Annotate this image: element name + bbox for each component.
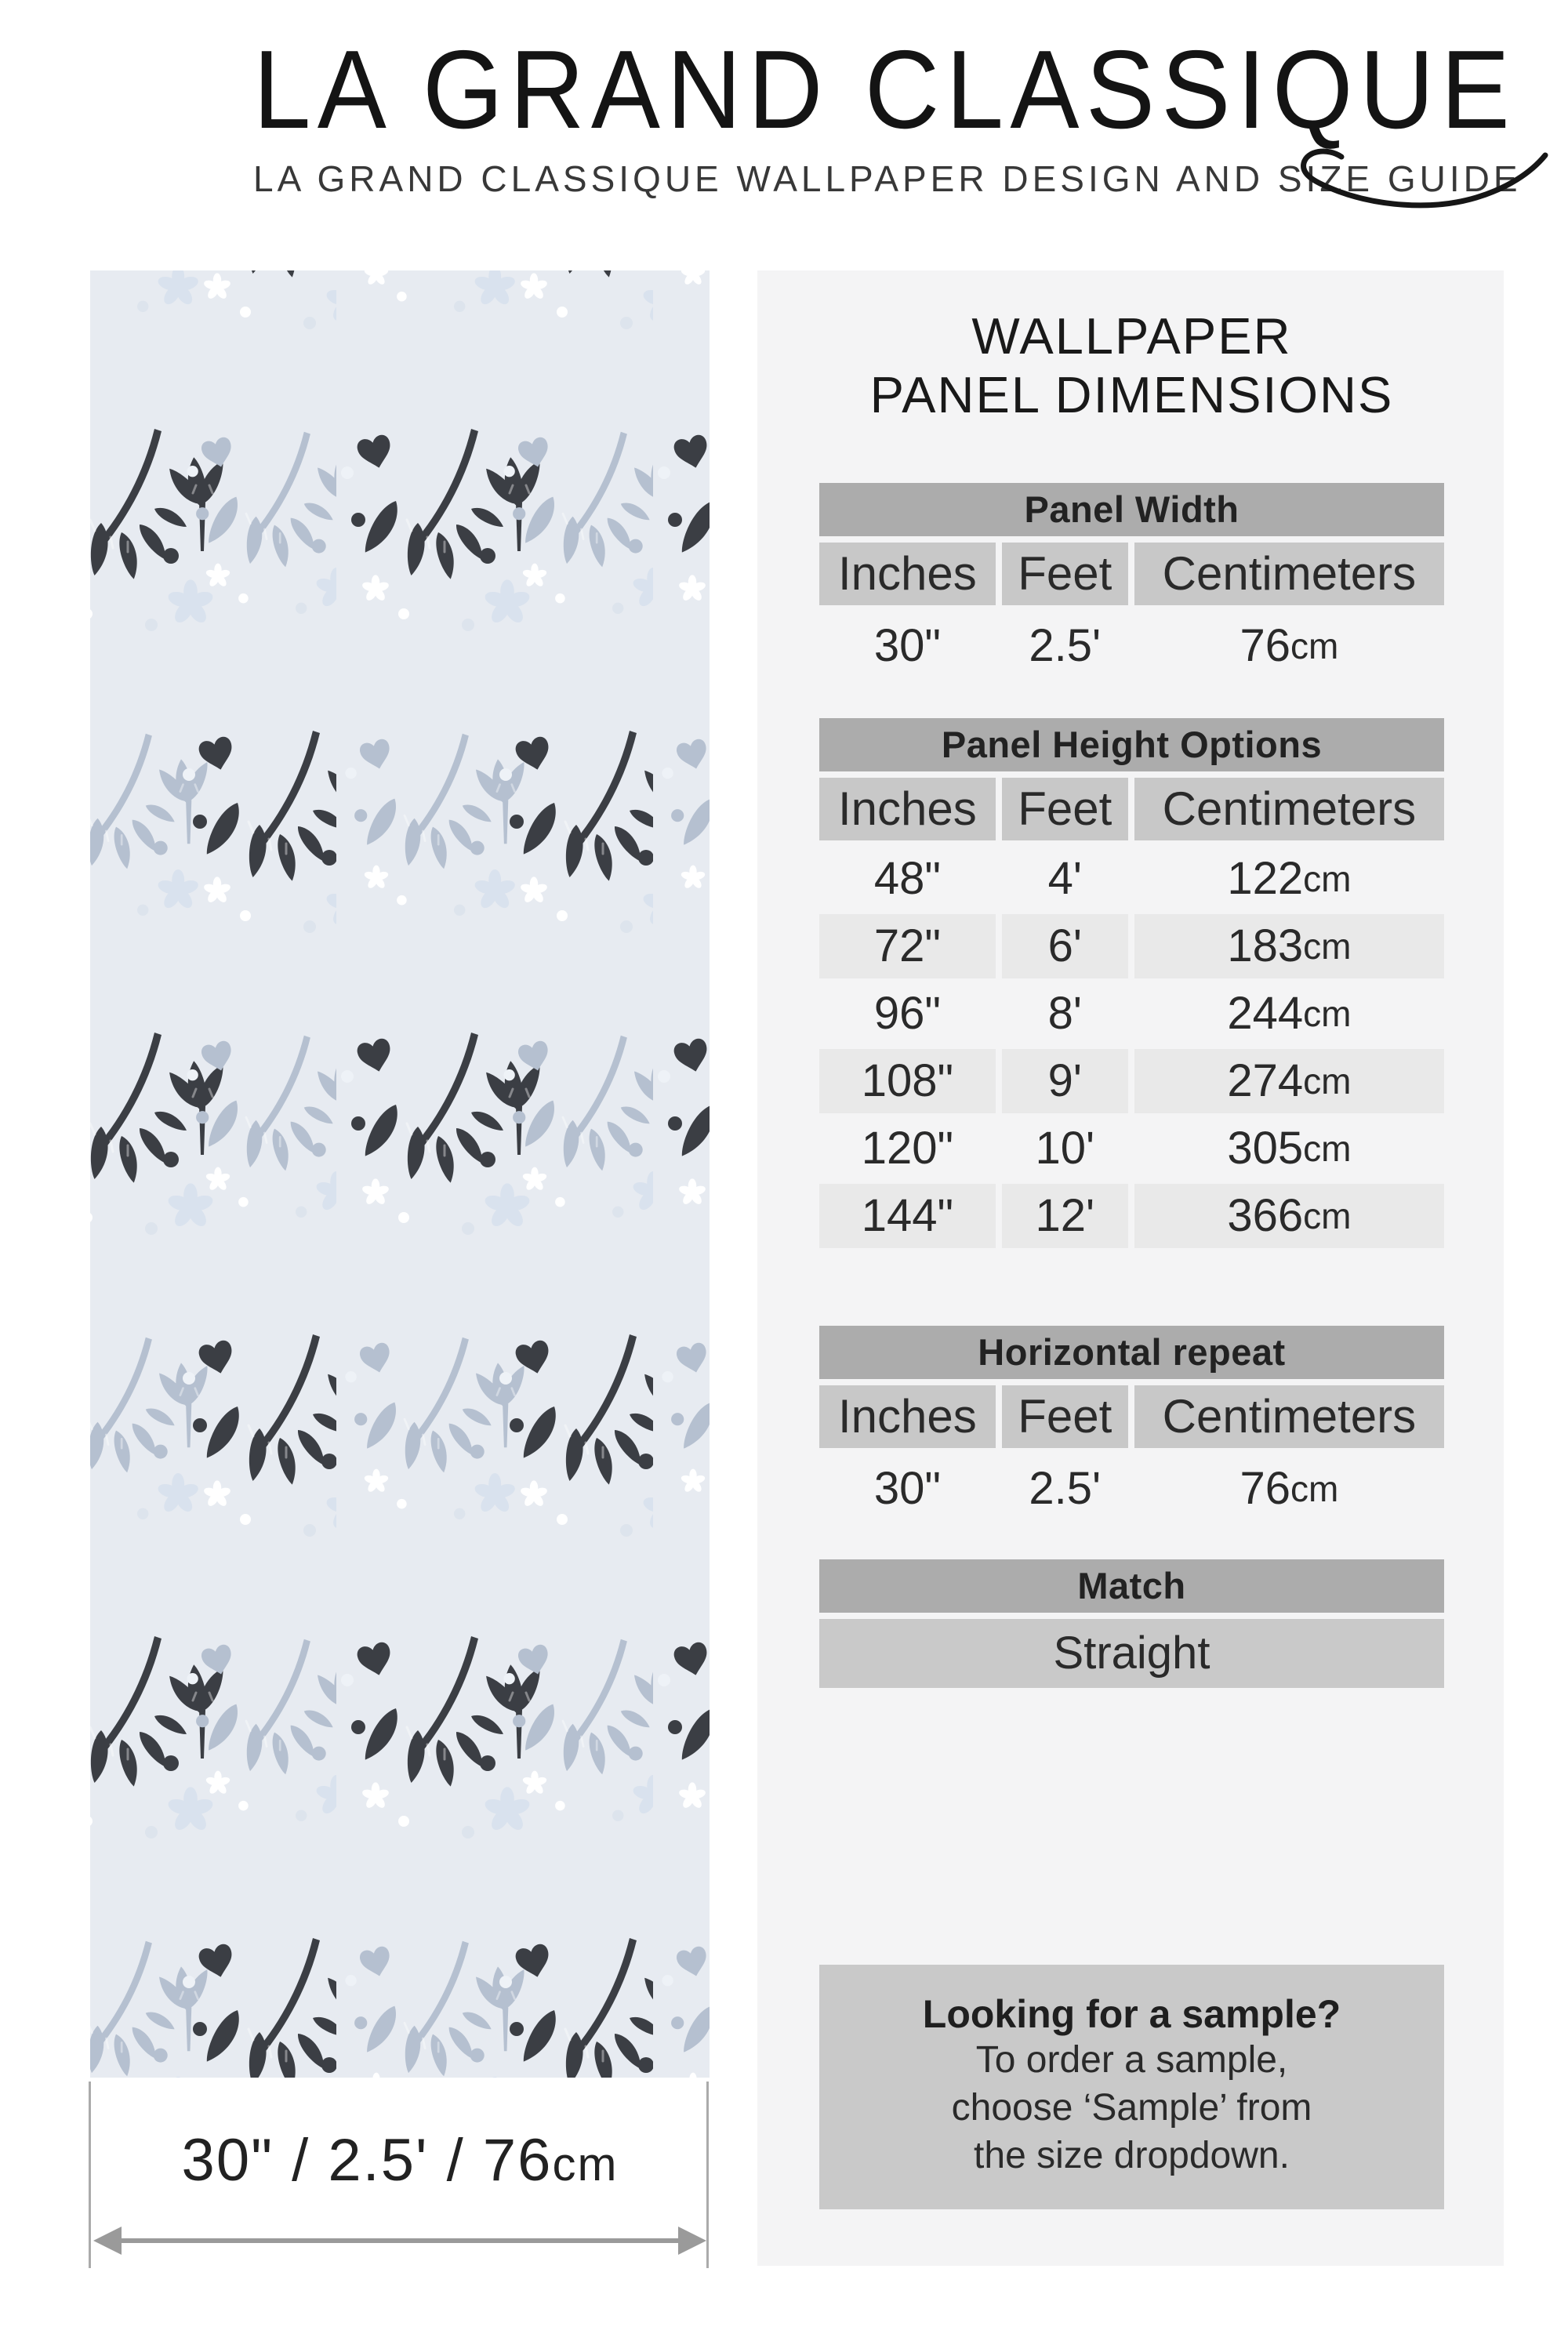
table-cell: Feet <box>1002 1385 1128 1448</box>
table-row <box>819 914 1444 978</box>
table-cell: Centimeters <box>1134 778 1444 840</box>
table-column-headers <box>819 1385 1444 1448</box>
table-row <box>819 1454 1444 1523</box>
table-cell: 183 cm <box>1134 914 1444 978</box>
table-rows <box>819 612 1444 681</box>
table-rows <box>819 1454 1444 1523</box>
table-cell: 30" <box>873 1463 941 1515</box>
table-title: Panel Height Options <box>819 718 1444 771</box>
guide-heading-line2: PANEL DIMENSIONS <box>869 366 1394 424</box>
table-cell: 76 cm <box>1240 1463 1339 1515</box>
table-cell: 9' <box>1002 1049 1128 1113</box>
sample-body-line: choose ‘Sample’ from <box>951 2086 1312 2129</box>
sample-body-line: the size dropdown. <box>974 2134 1290 2176</box>
horizontal-repeat-table <box>819 1326 1444 1523</box>
table-cell: Feet <box>1002 543 1128 605</box>
table-cell: 6' <box>1002 914 1128 978</box>
table-cell: 10' <box>1035 1123 1095 1174</box>
table-cell: 76 cm <box>1240 620 1339 672</box>
brand-header <box>253 27 1522 200</box>
brand-title: LA GRAND CLASSIQUE <box>253 27 1517 152</box>
table-cell: 108" <box>819 1049 996 1113</box>
match-value: Straight <box>819 1619 1444 1688</box>
sample-heading: Looking for a sample? <box>922 1991 1341 2036</box>
table-cell: Centimeters <box>1134 1385 1444 1448</box>
size-guide-panel <box>757 270 1504 2266</box>
wallpaper-pattern <box>90 270 710 2078</box>
table-cell: 72" <box>819 914 996 978</box>
table-row <box>819 612 1444 681</box>
table-cell: 12' <box>1002 1184 1128 1248</box>
table-title: Horizontal repeat <box>819 1326 1444 1379</box>
sample-body-line: To order a sample, <box>975 2038 1288 2081</box>
table-cell: 120" <box>861 1123 954 1174</box>
table-cell: 244 cm <box>1227 988 1352 1040</box>
table-cell: 96" <box>873 988 941 1040</box>
table-title: Match <box>819 1559 1444 1613</box>
table-cell: 30" <box>873 620 941 672</box>
table-column-headers <box>819 543 1444 605</box>
table-row <box>819 847 1444 911</box>
table-cell: Inches <box>819 1385 996 1448</box>
width-arrow-icon <box>90 2223 710 2258</box>
panel-height-options-table <box>819 718 1444 1248</box>
sample-body <box>819 2037 1444 2180</box>
table-row <box>819 982 1444 1046</box>
table-cell: Inches <box>819 778 996 840</box>
panel-width-dimension-label <box>90 2126 710 2194</box>
match-table <box>819 1559 1444 1688</box>
table-column-headers <box>819 778 1444 840</box>
table-cell: 366 cm <box>1134 1184 1444 1248</box>
table-cell: 305 cm <box>1227 1123 1352 1174</box>
table-cell: 8' <box>1047 988 1082 1040</box>
table-cell: 2.5' <box>1029 1463 1102 1515</box>
guide-heading-line1: WALLPAPER <box>971 307 1292 365</box>
wallpaper-panel-preview <box>90 270 710 2078</box>
table-cell: Inches <box>819 543 996 605</box>
table-row <box>819 1049 1444 1113</box>
table-cell: 4' <box>1047 853 1082 905</box>
dimension-unit: cm <box>552 2138 619 2190</box>
dimension-value: 30" / 2.5' / 76 <box>181 2127 553 2194</box>
table-rows <box>819 847 1444 1248</box>
table-cell: Feet <box>1002 778 1128 840</box>
table-cell: 122 cm <box>1227 853 1352 905</box>
panel-width-table <box>819 483 1444 681</box>
table-cell: 144" <box>819 1184 996 1248</box>
table-cell: 2.5' <box>1029 620 1102 672</box>
guide-heading <box>819 307 1444 425</box>
table-cell: 274 cm <box>1134 1049 1444 1113</box>
table-title: Panel Width <box>819 483 1444 536</box>
table-row <box>819 1184 1444 1248</box>
sample-info-box <box>819 1965 1444 2209</box>
table-cell: 48" <box>873 853 941 905</box>
brand-subtitle: LA GRAND CLASSIQUE WALLPAPER DESIGN AND SIZE GUIDE <box>253 158 1522 200</box>
table-row <box>819 1116 1444 1181</box>
table-cell: Centimeters <box>1134 543 1444 605</box>
